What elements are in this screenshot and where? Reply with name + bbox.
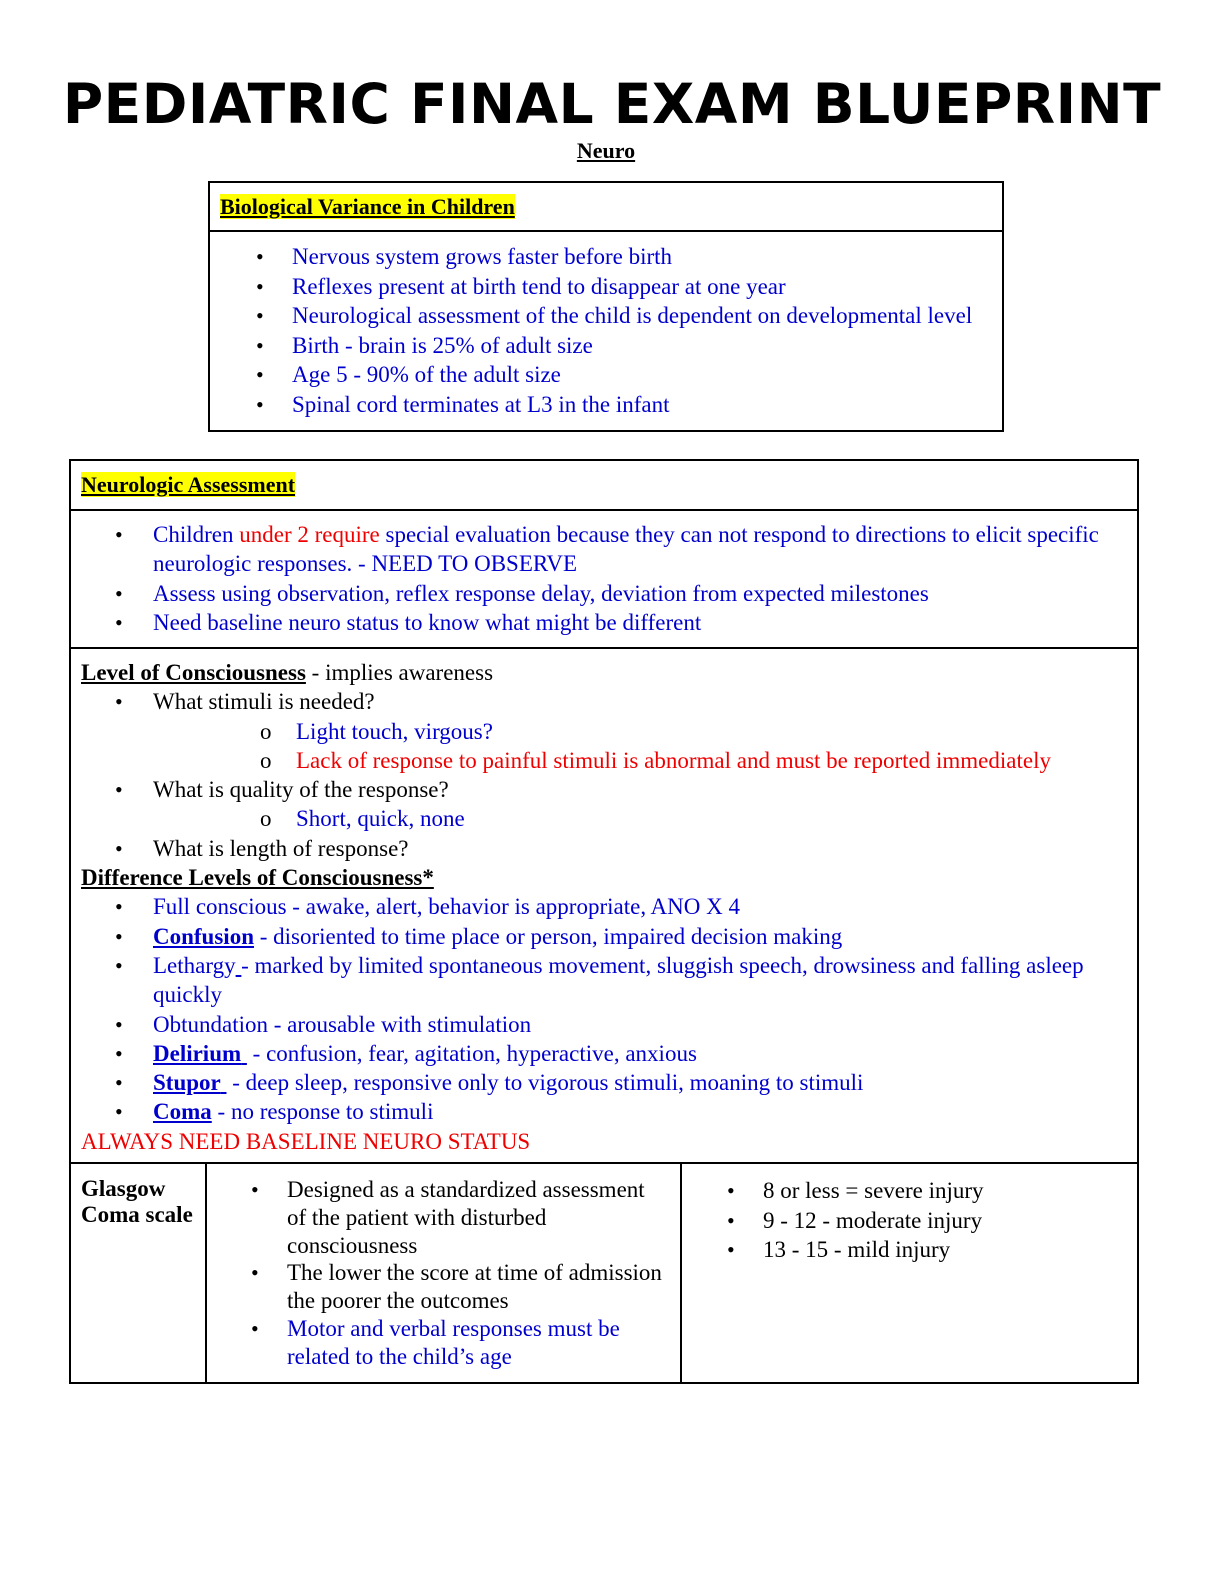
level-of-consciousness-row bbox=[71, 649, 1137, 1164]
gcs-description-cell bbox=[207, 1164, 682, 1382]
list-item: • Obtundation - arousable with stimulation bbox=[81, 1010, 1127, 1039]
sub-item: o Lack of response to painful stimuli is abnormal and must be reported immediately bbox=[153, 746, 1127, 775]
biological-variance-list bbox=[210, 242, 1002, 420]
list-item: • Delirium - confusion, fear, agitation, hyperactive, anxious bbox=[81, 1039, 1127, 1068]
list-item: • Lethargy - marked by limited spontaneous movement, sluggish speech, drowsiness and falling asleep quickly bbox=[81, 951, 1127, 1010]
glasgow-coma-scale-row bbox=[71, 1164, 1137, 1382]
sub-item: o Short, quick, none bbox=[153, 804, 1127, 833]
list-item: • Neurological assessment of the child is dependent on developmental level bbox=[210, 301, 1002, 331]
list-item: • 13 - 15 - mild injury bbox=[682, 1235, 1137, 1265]
under-2-highlight: under 2 require bbox=[239, 522, 380, 547]
sub-item: o Light touch, virgous? bbox=[153, 717, 1127, 746]
loc-heading: Level of Consciousness bbox=[81, 660, 306, 685]
list-item: • What is length of response? bbox=[81, 834, 1127, 863]
sub-list bbox=[153, 717, 1127, 776]
loc-questions bbox=[81, 687, 1127, 863]
sub-list bbox=[153, 804, 1127, 833]
list-item: • 9 - 12 - moderate injury bbox=[682, 1206, 1137, 1236]
list-item: • Full conscious - awake, alert, behavior is appropriate, ANO X 4 bbox=[81, 892, 1127, 921]
list-item: • Reflexes present at birth tend to disappear at one year bbox=[210, 272, 1002, 302]
gcs-label: Glasgow Coma scale bbox=[71, 1164, 207, 1382]
list-item: • Confusion - disoriented to time place or person, impaired decision making bbox=[81, 922, 1127, 951]
list-item: • Nervous system grows faster before birth bbox=[210, 242, 1002, 272]
section-subtitle: Neuro bbox=[576, 138, 636, 163]
gcs-scores-list bbox=[682, 1176, 1137, 1265]
list-item: • 8 or less = severe injury bbox=[682, 1176, 1137, 1206]
list-item: • What is quality of the response? o Short, quick, none bbox=[81, 775, 1127, 834]
neurologic-assessment-table bbox=[69, 459, 1139, 1384]
baseline-reminder: ALWAYS NEED BASELINE NEURO STATUS bbox=[81, 1128, 531, 1154]
page-title: PEDIATRIC FINAL EXAM BLUEPRINT bbox=[62, 72, 1162, 136]
list-item: • Motor and verbal responses must be related to the child’s age bbox=[207, 1315, 680, 1371]
list-item: • The lower the score at time of admission the poorer the outcomes bbox=[207, 1259, 680, 1315]
neurologic-assessment-list bbox=[71, 520, 1137, 637]
biological-variance-box bbox=[208, 181, 1004, 432]
gcs-scores-cell bbox=[682, 1164, 1137, 1382]
list-item: • What stimuli is needed? o Light touch, virgous? o Lack of response to painful stimuli is abnormal and must be reported immediately bbox=[81, 687, 1127, 775]
list-item: • Stupor - deep sleep, responsive only to vigorous stimuli, moaning to stimuli bbox=[81, 1068, 1127, 1097]
list-item: • Designed as a standardized assessment of the patient with disturbed consciousness bbox=[207, 1176, 680, 1259]
levels-heading: Difference Levels of Consciousness* bbox=[81, 865, 434, 891]
neurologic-assessment-heading: Neurologic Assessment bbox=[81, 472, 296, 497]
levels-list bbox=[81, 892, 1127, 1126]
list-item: • Age 5 - 90% of the adult size bbox=[210, 360, 1002, 390]
list-item: • Birth - brain is 25% of adult size bbox=[210, 331, 1002, 361]
biological-variance-body bbox=[210, 232, 1002, 420]
neurologic-assessment-row bbox=[71, 511, 1137, 649]
biological-variance-header bbox=[210, 183, 1002, 232]
neurologic-assessment-header bbox=[71, 461, 1137, 511]
list-item: • Need baseline neuro status to know what might be different bbox=[71, 608, 1137, 637]
list-item: • Children under 2 require special evaluation because they can not respond to directions to elicit specific neurologic responses. - NEED TO OBSERVE bbox=[71, 520, 1137, 579]
list-item: • Coma - no response to stimuli bbox=[81, 1097, 1127, 1126]
biological-variance-heading: Biological Variance in Children bbox=[220, 194, 515, 219]
list-item: • Spinal cord terminates at L3 in the infant bbox=[210, 390, 1002, 420]
gcs-description-list bbox=[207, 1176, 680, 1371]
loc-heading-line: Level of Consciousness - implies awareness bbox=[81, 660, 494, 685]
list-item: • Assess using observation, reflex response delay, deviation from expected milestones bbox=[71, 579, 1137, 608]
